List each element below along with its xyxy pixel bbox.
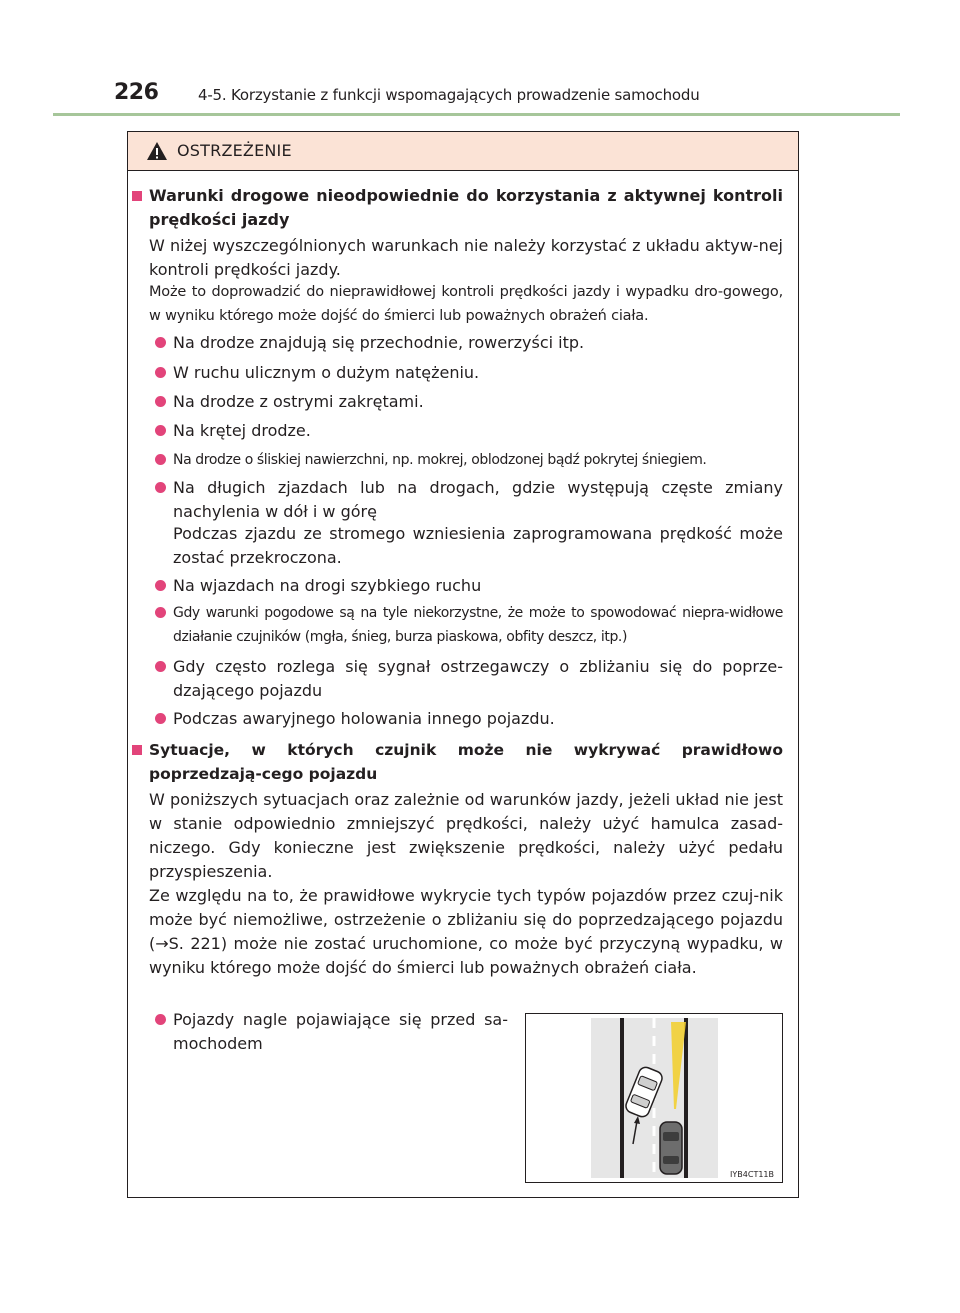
- section2-para2: Ze względu na to, że prawidłowe wykrycie tych typów pojazdów przez czuj-nik może być niemożliwe, ostrzeżenie o zbliżaniu się do poprzedzającego pojazdu (→S. 221) może nie zostać uruchomione, co może być przyczyną wypadku, w wyniku którego może dojść do śmierci lub poważnych obrażeń ciała.: [149, 886, 783, 977]
- section1-note: Może to doprowadzić do nieprawidłowej kontroli prędkości jazdy i wypadku dro-gowego, w wyniku którego może dojść do śmierci lub poważnych obrażeń ciała.: [149, 284, 783, 324]
- dot-bullet-icon: [155, 454, 166, 465]
- header-rule: [53, 113, 900, 116]
- square-bullet-icon: [132, 745, 142, 755]
- warning-title: OSTRZEŻENIE: [177, 141, 292, 160]
- square-bullet-icon: [132, 191, 142, 201]
- list-item: Na wjazdach na drogi szybkiego ruchu: [173, 574, 783, 598]
- dot-bullet-icon: [155, 580, 166, 591]
- dot-bullet-icon: [155, 425, 166, 436]
- list-item: Na drodze z ostrymi zakrętami.: [173, 390, 783, 414]
- warning-triangle-icon: [146, 141, 168, 161]
- list-item-detail: Podczas zjazdu ze stromego wzniesienia zaprogramowana prędkość może zostać przekroczona.: [173, 524, 783, 567]
- list-item: Na krętej drodze.: [173, 419, 783, 443]
- road-illustration: [526, 1014, 782, 1182]
- list-item: Podczas awaryjnego holowania innego pojazdu.: [173, 707, 783, 731]
- dot-bullet-icon: [155, 713, 166, 724]
- dot-bullet-icon: [155, 607, 166, 618]
- section2-heading: Sytuacje, w których czujnik może nie wykrywać prawidłowo poprzedzają-cego pojazdu: [149, 738, 783, 786]
- dot-bullet-icon: [155, 396, 166, 407]
- list-item: Pojazdy nagle pojawiające się przed sa-mochodem: [173, 1008, 508, 1056]
- list-item: Gdy często rozlega się sygnał ostrzegawczy o zbliżaniu się do poprze-dzającego pojazdu: [173, 655, 783, 703]
- list-item: Na drodze o śliskiej nawierzchni, np. mokrej, oblodzonej bądź pokrytej śniegiem.: [173, 448, 783, 472]
- own-car-icon: [660, 1122, 682, 1174]
- illustration-cut-in-vehicle: [525, 1013, 783, 1183]
- list-item: Gdy warunki pogodowe są na tyle niekorzystne, że może to spowodować niepra-widłowe działanie czujników (mgła, śnieg, burza piaskowa, obfity deszcz, itp.): [173, 601, 783, 649]
- list-item: W ruchu ulicznym o dużym natężeniu.: [173, 361, 783, 385]
- section-title: 4-5. Korzystanie z funkcji wspomagających prowadzenie samochodu: [198, 86, 700, 104]
- dot-bullet-icon: [155, 337, 166, 348]
- section1-intro: W niżej wyszczególnionych warunkach nie należy korzystać z układu aktyw-nej kontroli prędkości jazdy.: [149, 236, 783, 279]
- figure-code: IYB4CT11B: [730, 1170, 774, 1179]
- dot-bullet-icon: [155, 367, 166, 378]
- list-item: Na długich zjazdach lub na drogach, gdzie występują częste zmiany nachylenia w dół i w górę: [173, 476, 783, 524]
- page-header: [110, 78, 900, 108]
- section1-heading: Warunki drogowe nieodpowiednie do korzystania z aktywnej kontroli prędkości jazdy: [149, 184, 783, 232]
- section2-para1: W poniższych sytuacjach oraz zależnie od warunków jazdy, jeżeli układ nie jest w stanie odpowiednio zmniejszyć prędkości, należy użyć hamulca zasad-niczego. Gdy konieczne jest zwiększenie prędkości, należy użyć pedału przyspieszenia.: [149, 790, 783, 881]
- page-number: 226: [114, 80, 159, 105]
- dot-bullet-icon: [155, 1014, 166, 1025]
- list-item: Na drodze znajdują się przechodnie, rowerzyści itp.: [173, 331, 783, 355]
- warning-header: [128, 132, 798, 171]
- dot-bullet-icon: [155, 661, 166, 672]
- dot-bullet-icon: [155, 482, 166, 493]
